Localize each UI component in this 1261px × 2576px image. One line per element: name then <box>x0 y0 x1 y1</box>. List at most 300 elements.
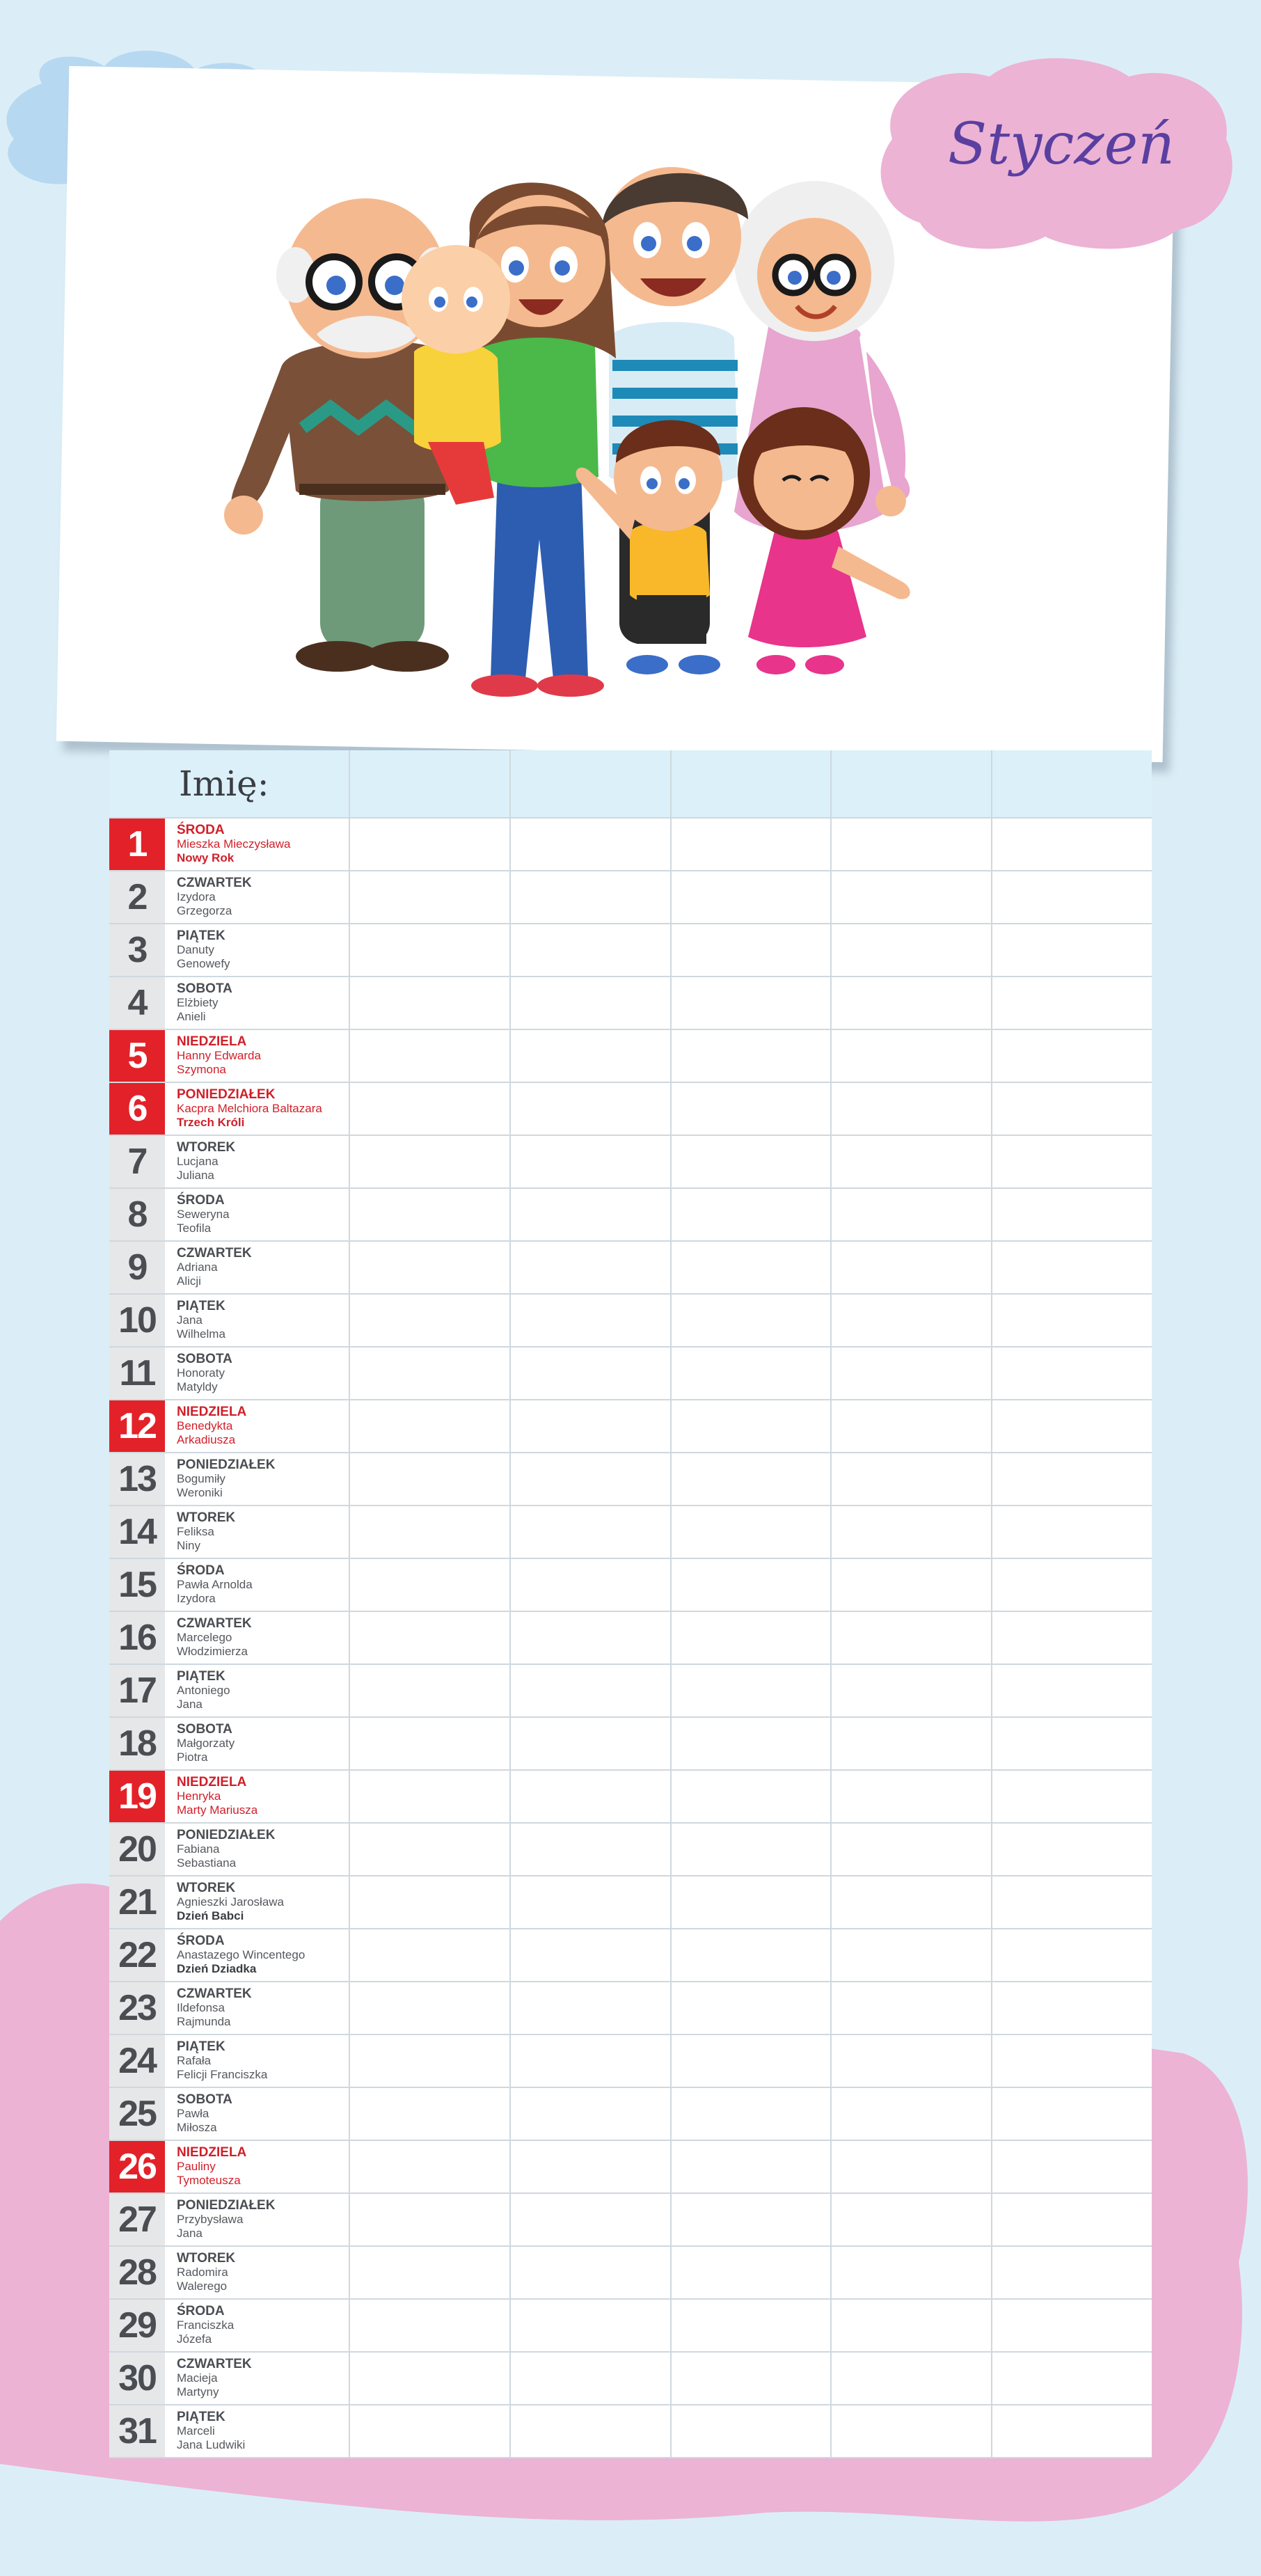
entry-cell[interactable] <box>511 1506 672 1558</box>
entry-cell[interactable] <box>992 1083 1152 1135</box>
day-number: 4 <box>109 977 165 1029</box>
entry-cell[interactable] <box>511 1982 672 2034</box>
day-info <box>165 2353 350 2404</box>
entry-cell[interactable] <box>992 1242 1152 1293</box>
day-info <box>165 819 350 870</box>
weekday-label: PIĄTEK <box>177 2410 225 2424</box>
entry-cell[interactable] <box>832 2088 992 2140</box>
name-day-label: Alicji <box>177 1274 201 1288</box>
weekday-label: PIĄTEK <box>177 1299 225 1313</box>
name-day-label: Anieli <box>177 1010 206 1023</box>
entry-cell[interactable] <box>992 2088 1152 2140</box>
entry-cell[interactable] <box>832 2300 992 2351</box>
entry-cell[interactable] <box>350 1982 511 2034</box>
day-info <box>165 1030 350 1082</box>
entry-cell[interactable] <box>511 1083 672 1135</box>
entry-cell[interactable] <box>511 1876 672 1928</box>
entry-cell[interactable] <box>672 1348 832 1399</box>
entry-cell[interactable] <box>511 2300 672 2351</box>
day-number: 16 <box>109 1612 165 1664</box>
entry-cell[interactable] <box>672 1136 832 1187</box>
day-info <box>165 1876 350 1928</box>
entry-cell[interactable] <box>511 1030 672 1082</box>
entry-cell[interactable] <box>350 2353 511 2404</box>
entry-cell[interactable] <box>992 977 1152 1029</box>
name-column-4[interactable] <box>832 750 992 817</box>
entry-cell[interactable] <box>350 1189 511 1240</box>
day-row <box>109 2035 1152 2088</box>
entry-cell[interactable] <box>832 2353 992 2404</box>
entry-cell[interactable] <box>672 1876 832 1928</box>
entry-cell[interactable] <box>672 2353 832 2404</box>
day-row <box>109 1295 1152 1348</box>
weekday-label: PIĄTEK <box>177 1669 225 1684</box>
entry-cell[interactable] <box>992 1400 1152 1452</box>
day-number: 6 <box>109 1083 165 1135</box>
weekday-label: PIĄTEK <box>177 929 225 943</box>
name-day-label: Przybysława <box>177 2213 244 2226</box>
name-day-label: Benedykta <box>177 1419 233 1432</box>
day-number: 24 <box>109 2035 165 2087</box>
entry-cell[interactable] <box>350 1242 511 1293</box>
entry-cell[interactable] <box>511 819 672 870</box>
entry-cell[interactable] <box>511 1824 672 1875</box>
day-info <box>165 2035 350 2087</box>
entry-cell[interactable] <box>511 1189 672 1240</box>
weekday-label: SOBOTA <box>177 1352 232 1366</box>
entry-cell[interactable] <box>992 1559 1152 1611</box>
day-number: 31 <box>109 2405 165 2457</box>
day-row <box>109 2353 1152 2405</box>
entry-cell[interactable] <box>832 1982 992 2034</box>
name-column-1[interactable] <box>350 750 511 817</box>
entry-cell[interactable] <box>511 1929 672 1981</box>
entry-cell[interactable] <box>511 2088 672 2140</box>
entry-cell[interactable] <box>992 1295 1152 1346</box>
entry-cell[interactable] <box>350 977 511 1029</box>
entry-cell[interactable] <box>511 1559 672 1611</box>
day-info <box>165 1718 350 1769</box>
name-column-5[interactable] <box>992 750 1152 817</box>
day-row <box>109 1506 1152 1559</box>
entry-cell[interactable] <box>992 1506 1152 1558</box>
day-info <box>165 1242 350 1293</box>
calendar-grid <box>109 750 1152 2458</box>
weekday-label: SOBOTA <box>177 1722 232 1737</box>
name-day-label: Walerego <box>177 2279 228 2293</box>
entry-cell[interactable] <box>992 1982 1152 2034</box>
entry-cell[interactable] <box>832 1824 992 1875</box>
entry-cell[interactable] <box>672 2035 832 2087</box>
name-day-label: Adriana <box>177 1261 218 1274</box>
day-number: 30 <box>109 2353 165 2404</box>
entry-cell[interactable] <box>350 1083 511 1135</box>
entry-cell[interactable] <box>992 1136 1152 1187</box>
entry-cell[interactable] <box>992 1348 1152 1399</box>
entry-cell[interactable] <box>992 1824 1152 1875</box>
day-info <box>165 2405 350 2457</box>
name-day-label: Genowefy <box>177 957 230 970</box>
entry-cell[interactable] <box>992 2035 1152 2087</box>
entry-cell[interactable] <box>511 1718 672 1769</box>
entry-cell[interactable] <box>672 1824 832 1875</box>
entry-cell[interactable] <box>350 1295 511 1346</box>
entry-cell[interactable] <box>672 871 832 923</box>
entry-cell[interactable] <box>832 871 992 923</box>
entry-cell[interactable] <box>672 1400 832 1452</box>
entry-cell[interactable] <box>832 1771 992 1822</box>
name-day-label: Henryka <box>177 1789 221 1803</box>
name-day-label: Felicji Franciszka <box>177 2068 268 2081</box>
day-row <box>109 1348 1152 1400</box>
entry-cell[interactable] <box>511 1612 672 1664</box>
entry-cell[interactable] <box>832 1348 992 1399</box>
entry-cell[interactable] <box>992 2194 1152 2245</box>
day-number: 26 <box>109 2141 165 2192</box>
day-number: 1 <box>109 819 165 870</box>
entry-cell[interactable] <box>832 1083 992 1135</box>
weekday-label: ŚRODA <box>177 1193 225 1208</box>
entry-cell[interactable] <box>832 1665 992 1716</box>
day-row <box>109 2088 1152 2141</box>
entry-cell[interactable] <box>672 1929 832 1981</box>
entry-cell[interactable] <box>992 1189 1152 1240</box>
entry-cell[interactable] <box>350 2141 511 2192</box>
day-number: 3 <box>109 924 165 976</box>
entry-cell[interactable] <box>350 2088 511 2140</box>
day-row <box>109 1718 1152 1771</box>
name-day-label: Weroniki <box>177 1486 223 1499</box>
name-day-label: Sebastiana <box>177 1856 237 1870</box>
day-row <box>109 1665 1152 1718</box>
entry-cell[interactable] <box>992 1929 1152 1981</box>
entry-cell[interactable] <box>672 2300 832 2351</box>
entry-cell[interactable] <box>992 1876 1152 1928</box>
name-day-label: Feliksa <box>177 1525 214 1538</box>
weekday-label: ŚRODA <box>177 823 225 837</box>
entry-cell[interactable] <box>832 1612 992 1664</box>
entry-cell[interactable] <box>350 1718 511 1769</box>
entry-cell[interactable] <box>992 871 1152 923</box>
entry-cell[interactable] <box>672 1612 832 1664</box>
name-day-label: Włodzimierza <box>177 1645 248 1658</box>
entry-cell[interactable] <box>992 1665 1152 1716</box>
entry-cell[interactable] <box>350 2405 511 2457</box>
day-number: 11 <box>109 1348 165 1399</box>
entry-cell[interactable] <box>350 1030 511 1082</box>
entry-cell[interactable] <box>832 1189 992 1240</box>
day-info <box>165 1083 350 1135</box>
entry-cell[interactable] <box>511 2141 672 2192</box>
entry-cell[interactable] <box>350 924 511 976</box>
day-row <box>109 1982 1152 2035</box>
day-row <box>109 2405 1152 2458</box>
entry-cell[interactable] <box>832 1453 992 1505</box>
calendar-header <box>109 750 1152 819</box>
weekday-label: CZWARTEK <box>177 876 252 890</box>
entry-cell[interactable] <box>832 2141 992 2192</box>
entry-cell[interactable] <box>511 977 672 1029</box>
entry-cell[interactable] <box>672 1982 832 2034</box>
entry-cell[interactable] <box>992 1612 1152 1664</box>
entry-cell[interactable] <box>511 2353 672 2404</box>
day-info <box>165 1665 350 1716</box>
name-day-label: Macieja <box>177 2371 218 2385</box>
name-day-label: Marceli <box>177 2424 215 2437</box>
entry-cell[interactable] <box>672 1242 832 1293</box>
day-number: 17 <box>109 1665 165 1716</box>
entry-cell[interactable] <box>672 2247 832 2298</box>
day-row <box>109 1929 1152 1982</box>
entry-cell[interactable] <box>350 2247 511 2298</box>
name-day-label: Pauliny <box>177 2160 216 2173</box>
entry-cell[interactable] <box>992 2353 1152 2404</box>
entry-cell[interactable] <box>511 871 672 923</box>
name-day-label: Seweryna <box>177 1208 230 1221</box>
entry-cell[interactable] <box>992 2141 1152 2192</box>
name-day-label: Izydora <box>177 1592 216 1605</box>
day-info <box>165 1929 350 1981</box>
name-day-label: Franciszka <box>177 2318 235 2332</box>
name-day-label: Agnieszki Jarosława <box>177 1895 285 1909</box>
day-info <box>165 2300 350 2351</box>
entry-cell[interactable] <box>992 2405 1152 2457</box>
entry-cell[interactable] <box>672 2405 832 2457</box>
name-column-3[interactable] <box>672 750 832 817</box>
name-day-label: Lucjana <box>177 1155 219 1168</box>
entry-cell[interactable] <box>511 1771 672 1822</box>
entry-cell[interactable] <box>992 1030 1152 1082</box>
entry-cell[interactable] <box>672 1665 832 1716</box>
entry-cell[interactable] <box>672 2194 832 2245</box>
entry-cell[interactable] <box>350 1824 511 1875</box>
entry-cell[interactable] <box>350 2035 511 2087</box>
entry-cell[interactable] <box>832 819 992 870</box>
entry-cell[interactable] <box>350 1453 511 1505</box>
weekday-label: PIĄTEK <box>177 2039 225 2054</box>
day-info <box>165 1506 350 1558</box>
name-day-label: Jana <box>177 2227 203 2240</box>
entry-cell[interactable] <box>832 1400 992 1452</box>
weekday-label: CZWARTEK <box>177 2357 252 2371</box>
entry-cell[interactable] <box>832 1136 992 1187</box>
entry-cell[interactable] <box>511 1136 672 1187</box>
weekday-label: WTOREK <box>177 1510 236 1525</box>
day-info <box>165 1982 350 2034</box>
name-day-label: Hanny Edwarda <box>177 1049 261 1062</box>
entry-cell[interactable] <box>832 2405 992 2457</box>
entry-cell[interactable] <box>832 2194 992 2245</box>
entry-cell[interactable] <box>672 1189 832 1240</box>
entry-cell[interactable] <box>832 1295 992 1346</box>
entry-cell[interactable] <box>832 924 992 976</box>
day-number: 14 <box>109 1506 165 1558</box>
weekday-label: CZWARTEK <box>177 1616 252 1631</box>
entry-cell[interactable] <box>350 2194 511 2245</box>
entry-cell[interactable] <box>832 1929 992 1981</box>
entry-cell[interactable] <box>350 1771 511 1822</box>
entry-cell[interactable] <box>992 1453 1152 1505</box>
entry-cell[interactable] <box>992 2300 1152 2351</box>
holiday-label: Trzech Króli <box>177 1116 245 1129</box>
day-number: 9 <box>109 1242 165 1293</box>
day-info <box>165 2194 350 2245</box>
day-number: 25 <box>109 2088 165 2140</box>
name-day-label: Wilhelma <box>177 1327 225 1341</box>
entry-cell[interactable] <box>672 977 832 1029</box>
entry-cell[interactable] <box>350 1929 511 1981</box>
entry-cell[interactable] <box>832 1030 992 1082</box>
weekday-label: ŚRODA <box>177 1563 225 1578</box>
entry-cell[interactable] <box>672 1559 832 1611</box>
day-number: 22 <box>109 1929 165 1981</box>
holiday-label: Dzień Babci <box>177 1909 244 1922</box>
day-info <box>165 1559 350 1611</box>
name-day-label: Antoniego <box>177 1684 230 1697</box>
day-row <box>109 1242 1152 1295</box>
weekday-label: PONIEDZIAŁEK <box>177 1087 276 1102</box>
name-day-label: Pawła <box>177 2107 209 2120</box>
name-day-label: Marcelego <box>177 1631 232 1644</box>
day-info <box>165 1348 350 1399</box>
entry-cell[interactable] <box>992 2247 1152 2298</box>
day-row <box>109 2194 1152 2247</box>
entry-cell[interactable] <box>832 1559 992 1611</box>
name-day-label: Radomira <box>177 2266 228 2279</box>
day-info <box>165 2247 350 2298</box>
entry-cell[interactable] <box>672 1718 832 1769</box>
day-row <box>109 1400 1152 1453</box>
day-number: 20 <box>109 1824 165 1875</box>
holiday-label: Nowy Rok <box>177 851 235 864</box>
weekday-label: WTOREK <box>177 1881 236 1895</box>
name-day-label: Piotra <box>177 1751 208 1764</box>
entry-cell[interactable] <box>672 1453 832 1505</box>
entry-cell[interactable] <box>672 819 832 870</box>
weekday-label: PONIEDZIAŁEK <box>177 1457 276 1472</box>
entry-cell[interactable] <box>992 924 1152 976</box>
weekday-label: ŚRODA <box>177 1934 225 1948</box>
day-info <box>165 1189 350 1240</box>
day-info <box>165 977 350 1029</box>
entry-cell[interactable] <box>672 1771 832 1822</box>
name-day-label: Arkadiusza <box>177 1433 236 1446</box>
name-day-label: Martyny <box>177 2385 219 2399</box>
entry-cell[interactable] <box>832 2247 992 2298</box>
weekday-label: WTOREK <box>177 2251 236 2266</box>
day-info <box>165 1612 350 1664</box>
entry-cell[interactable] <box>672 1083 832 1135</box>
day-info <box>165 924 350 976</box>
name-day-label: Pawła Arnolda <box>177 1578 253 1591</box>
name-day-label: Jana <box>177 1698 203 1711</box>
weekday-label: PONIEDZIAŁEK <box>177 1828 276 1842</box>
entry-cell[interactable] <box>511 2247 672 2298</box>
day-row <box>109 1136 1152 1189</box>
entry-cell[interactable] <box>350 871 511 923</box>
day-rows <box>109 819 1152 2458</box>
name-day-label: Tymoteusza <box>177 2174 241 2187</box>
entry-cell[interactable] <box>511 1453 672 1505</box>
entry-cell[interactable] <box>992 1771 1152 1822</box>
entry-cell[interactable] <box>350 1876 511 1928</box>
entry-cell[interactable] <box>350 1559 511 1611</box>
day-row <box>109 2300 1152 2353</box>
entry-cell[interactable] <box>350 1506 511 1558</box>
day-number: 10 <box>109 1295 165 1346</box>
entry-cell[interactable] <box>511 2035 672 2087</box>
entry-cell[interactable] <box>832 1718 992 1769</box>
entry-cell[interactable] <box>992 1718 1152 1769</box>
entry-cell[interactable] <box>832 1506 992 1558</box>
day-info <box>165 2088 350 2140</box>
day-info <box>165 871 350 923</box>
entry-cell[interactable] <box>672 1506 832 1558</box>
entry-cell[interactable] <box>672 1030 832 1082</box>
entry-cell[interactable] <box>832 1876 992 1928</box>
entry-cell[interactable] <box>832 977 992 1029</box>
day-number: 29 <box>109 2300 165 2351</box>
entry-cell[interactable] <box>672 2141 832 2192</box>
name-day-label: Fabiana <box>177 1842 220 1856</box>
entry-cell[interactable] <box>511 1242 672 1293</box>
entry-cell[interactable] <box>832 1242 992 1293</box>
day-number: 28 <box>109 2247 165 2298</box>
day-row <box>109 2141 1152 2194</box>
name-day-label: Grzegorza <box>177 904 232 917</box>
day-number: 13 <box>109 1453 165 1505</box>
entry-cell[interactable] <box>350 1348 511 1399</box>
day-row <box>109 871 1152 924</box>
entry-cell[interactable] <box>511 924 672 976</box>
entry-cell[interactable] <box>672 1295 832 1346</box>
month-title: Styczeń <box>948 111 1175 177</box>
entry-cell[interactable] <box>832 2035 992 2087</box>
entry-cell[interactable] <box>511 1348 672 1399</box>
day-row <box>109 1453 1152 1506</box>
name-day-label: Ildefonsa <box>177 2001 225 2014</box>
day-number: 12 <box>109 1400 165 1452</box>
entry-cell[interactable] <box>672 2088 832 2140</box>
entry-cell[interactable] <box>672 924 832 976</box>
name-day-label: Józefa <box>177 2332 212 2346</box>
name-day-label: Szymona <box>177 1063 226 1076</box>
name-day-label: Bogumiły <box>177 1472 225 1485</box>
day-row <box>109 1189 1152 1242</box>
name-day-label: Niny <box>177 1539 201 1552</box>
entry-cell[interactable] <box>350 1665 511 1716</box>
entry-cell[interactable] <box>350 2300 511 2351</box>
weekday-label: CZWARTEK <box>177 1246 252 1261</box>
name-day-label: Izydora <box>177 890 216 903</box>
entry-cell[interactable] <box>350 1612 511 1664</box>
weekday-label: NIEDZIELA <box>177 2145 247 2160</box>
entry-cell[interactable] <box>350 1136 511 1187</box>
weekday-label: NIEDZIELA <box>177 1405 247 1419</box>
name-day-label: Rajmunda <box>177 2015 231 2028</box>
entry-cell[interactable] <box>350 1400 511 1452</box>
name-column-2[interactable] <box>511 750 672 817</box>
entry-cell[interactable] <box>511 1665 672 1716</box>
entry-cell[interactable] <box>511 1400 672 1452</box>
entry-cell[interactable] <box>992 819 1152 870</box>
entry-cell[interactable] <box>511 2194 672 2245</box>
name-day-label: Teofila <box>177 1222 212 1235</box>
day-number: 21 <box>109 1876 165 1928</box>
entry-cell[interactable] <box>511 2405 672 2457</box>
entry-cell[interactable] <box>350 819 511 870</box>
entry-cell[interactable] <box>511 1295 672 1346</box>
